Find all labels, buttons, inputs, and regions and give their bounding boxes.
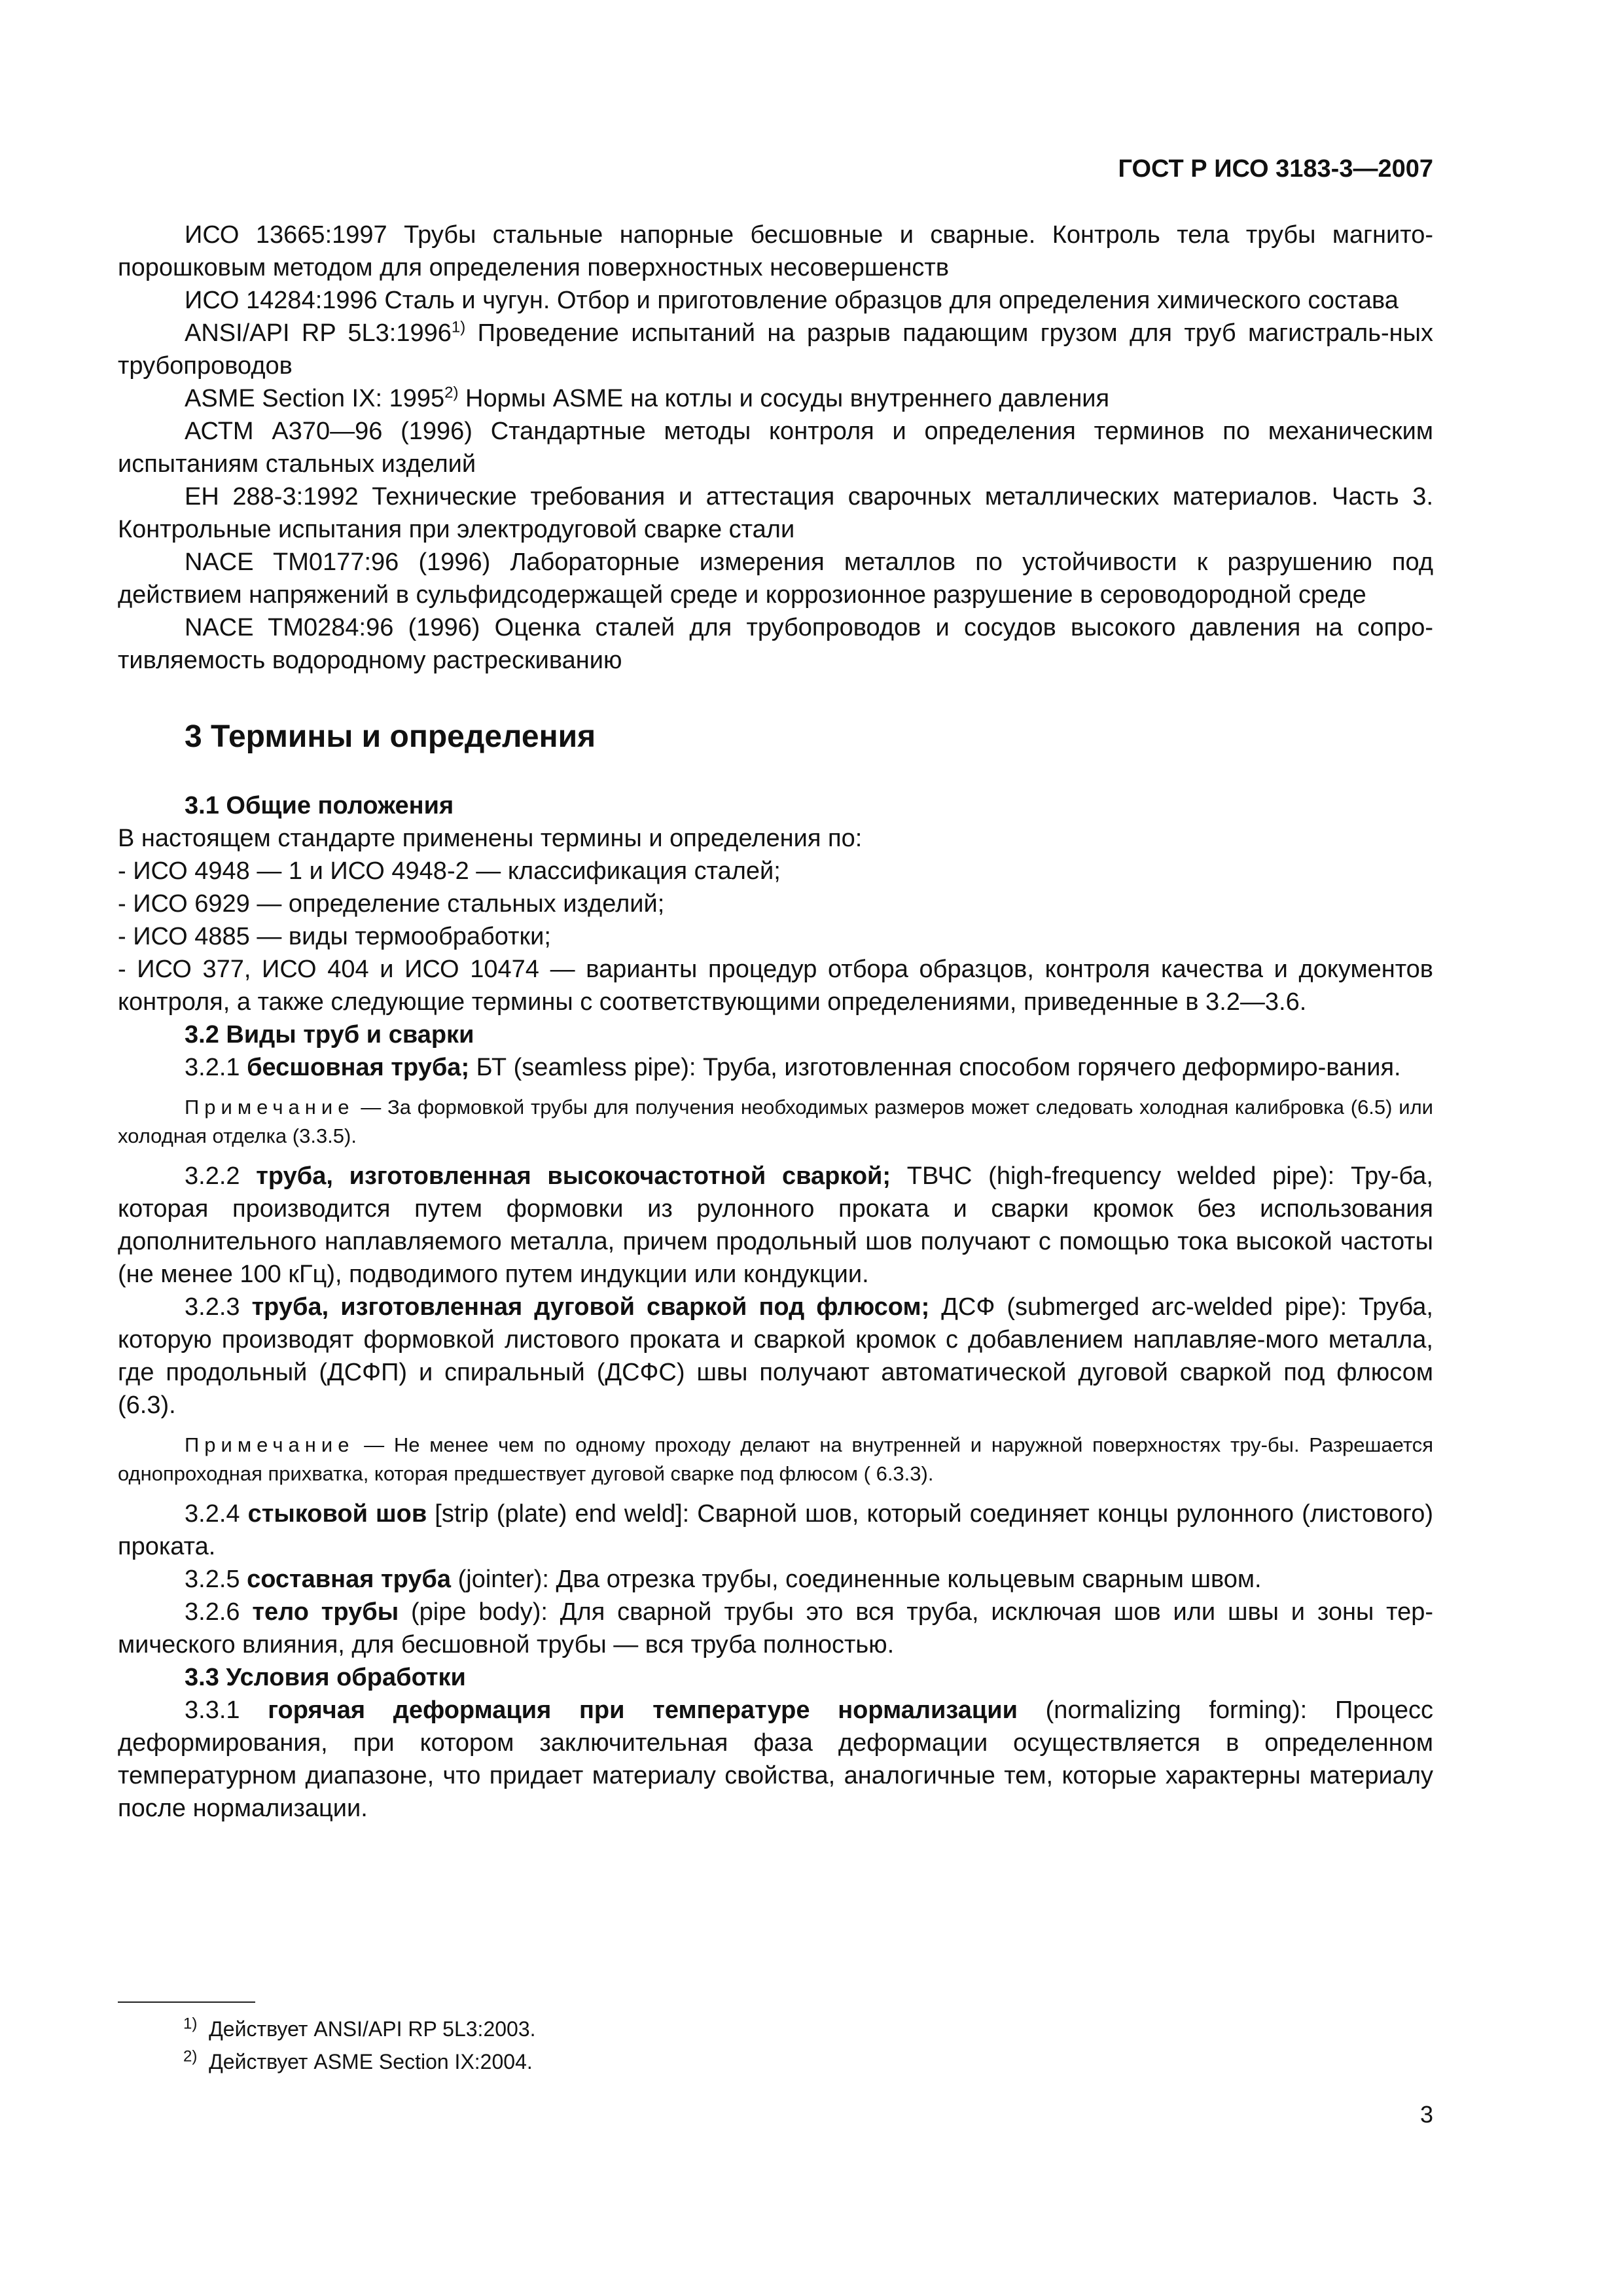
reference-item: NACE TM0284:96 (1996) Оценка сталей для трубопроводов и сосудов высокого давления на сопро-тивляемость водородному растрескиванию	[118, 614, 1433, 674]
document-code-header: ГОСТ Р ИСО 3183-3—2007	[1118, 155, 1433, 183]
page-number: 3	[1419, 2101, 1433, 2128]
reference-item: ИСО 14284:1996 Сталь и чугун. Отбор и приготовление образцов для определения химического состава	[185, 287, 1399, 314]
footnote-mark: 1)	[183, 2015, 198, 2033]
term: стыковой шов	[247, 1500, 427, 1528]
list-item: - ИСО 4948 — 1 и ИСО 4948-2 — классификация сталей;	[118, 857, 781, 885]
term-definition: 3.2.6 тело трубы (pipe body): Для сварной трубы это вся труба, исключая шов или швы и зоны тер-мического влияния, для бесшовной трубы — вся труба полностью.	[118, 1598, 1433, 1659]
term-definition: 3.2.4 стыковой шов [strip (plate) end weld]: Сварной шов, который соединяет концы рулонного (листового) проката.	[118, 1500, 1433, 1560]
term-definition: 3.2.2 труба, изготовленная высокочастотной сваркой; ТВЧС (high-frequency welded pipe): Тру-ба, которая производится путем формовки из рулонного проката и сварки кромок без использования дополнительного наплавляемого металла, причем продольный шов получают с помощью тока высокой частоты (не менее 100 кГц), подводимого путем индукции или кондукции.	[118, 1162, 1433, 1288]
subsection-heading: 3.3 Условия обработки	[185, 1664, 466, 1691]
term: тело трубы	[252, 1598, 399, 1626]
footnote: $^{1)}$ Действует ANSI/API RP 5L3:2003.	[183, 2015, 536, 2041]
term-definition: 3.3.1 горячая деформация при температуре нормализации (normalizing forming): Процесс деформирования, при котором заключительная фаза деформации осуществляется в определенном температурном диапазоне, что придает материалу свойства, аналогичные тем, которые характерны материалу после нормализации.	[118, 1696, 1433, 1822]
section-heading: 3 Термины и определения	[185, 719, 596, 754]
subsection-heading: 3.1 Общие положения	[185, 792, 454, 819]
reference-item: ЕН 288-3:1992 Технические требования и аттестация сварочных металлических материалов. Часть 3. Контрольные испытания при электродуговой сварке стали	[118, 483, 1433, 543]
footnote-mark: 2)	[183, 2047, 198, 2066]
term: составная труба	[247, 1566, 452, 1593]
list-item: - ИСО 377, ИСО 404 и ИСО 10474 — варианты процедур отбора образцов, контроля качества и документов контроля, а также следующие термины с соответствующими определениями, приведенные в 3.2—3.6.	[118, 956, 1433, 1016]
footnote: $^{2)}$ Действует ASME Section IX:2004.	[183, 2047, 533, 2073]
footnote-ref: 1)	[451, 318, 466, 336]
note: Примечание — За формовкой трубы для получения необходимых размеров может следовать холодная калибровка (6.5) или холодная отделка (3.3.5).	[118, 1096, 1433, 1147]
term: труба, изготовленная высокочастотной сваркой;	[256, 1162, 891, 1190]
paragraph: В настоящем стандарте применены термины и определения по:	[118, 825, 863, 852]
reference-item: NACE TM0177:96 (1996) Лабораторные измерения металлов по устойчивости к разрушению под действием напряжений в сульфидсодержащей среде и коррозионное разрушение в сероводородной среде	[118, 548, 1433, 609]
list-item: - ИСО 6929 — определение стальных изделий;	[118, 890, 665, 918]
term: горячая деформация при температуре нормализации	[268, 1696, 1018, 1724]
document-body	[118, 219, 1433, 1825]
reference-item: ИСО 13665:1997 Трубы стальные напорные бесшовные и сварные. Контроль тела трубы магнито-порошковым методом для определения поверхностных несовершенств	[118, 221, 1433, 281]
footnote-divider	[118, 2001, 255, 2003]
list-item: - ИСО 4885 — виды термообработки;	[118, 923, 551, 950]
term: бесшовная труба;	[247, 1054, 470, 1081]
note: Примечание — Не менее чем по одному проходу делают на внутренней и наружной поверхностях тру-бы. Разрешается однопроходная прихватка, которая предшествует дуговой сварке под флюсом ( 6.3.3).	[118, 1433, 1433, 1485]
reference-item: АСТМ А370—96 (1996) Стандартные методы контроля и определения терминов по механическим испытаниям стальных изделий	[118, 418, 1433, 478]
term-definition: 3.2.5 составная труба (jointer): Два отрезка трубы, соединенные кольцевым сварным швом.	[185, 1566, 1262, 1593]
footnote-ref: 2)	[444, 384, 459, 402]
subsection-heading: 3.2 Виды труб и сварки	[185, 1021, 474, 1049]
reference-item: ASME Section IX: 1995$^{2)}$ Нормы ASME на котлы и сосуды внутреннего давления	[185, 384, 1110, 412]
term-definition: 3.2.3 труба, изготовленная дуговой сваркой под флюсом; ДСФ (submerged arc-welded pipe): Труба, которую производят формовкой листового проката и сваркой кромок с добавлением наплавляе-мого металла, где продольный (ДСФП) и спиральный (ДСФС) швы получают автоматической дуговой сваркой под флюсом (6.3).	[118, 1293, 1433, 1419]
reference-item: ANSI/API RP 5L3:1996$^{1)}$ Проведение испытаний на разрыв падающим грузом для труб магистраль-ных трубопроводов	[118, 318, 1433, 380]
term: труба, изготовленная дуговой сваркой под флюсом;	[251, 1293, 930, 1321]
term-definition: 3.2.1 бесшовная труба; БТ (seamless pipe): Труба, изготовленная способом горячего деформиро-вания.	[185, 1054, 1401, 1081]
